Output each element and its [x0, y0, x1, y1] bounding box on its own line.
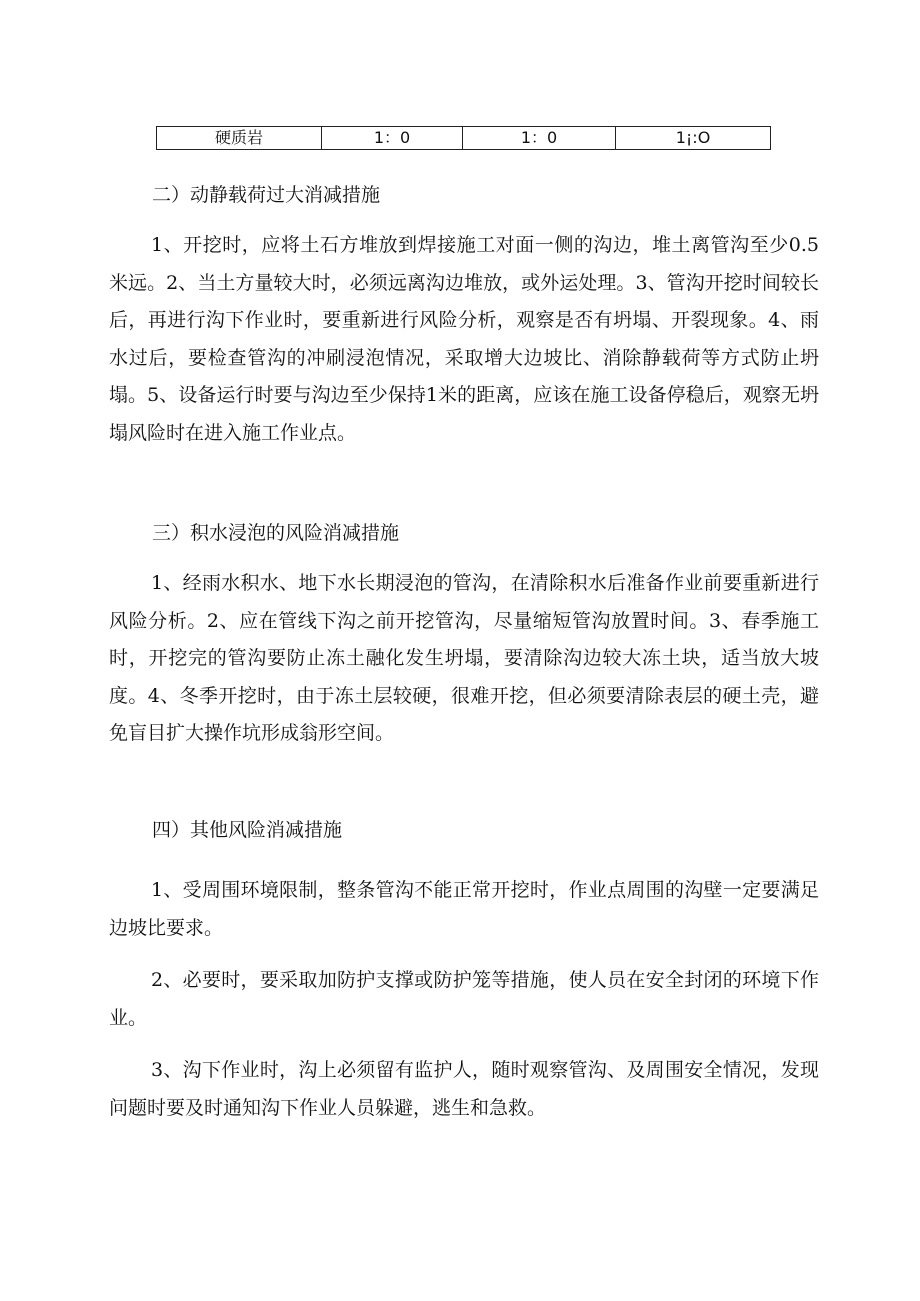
slope-ratio-table	[156, 126, 771, 150]
table-cell-ratio-1: 1：0	[322, 127, 463, 150]
paragraph-other-risks-2: 2、必要时，要采取加防护支撑或防护笼等措施，使人员在安全封闭的环境下作业。	[109, 969, 819, 1029]
table-cell-ratio-2: 1：0	[463, 127, 616, 150]
section-heading-dynamic-static-load: 二）动静载荷过大消减措施	[152, 184, 381, 206]
section-heading-other-risks: 四）其他风险消减措施	[152, 819, 343, 841]
paragraph-other-risks-1: 1、受周围环境限制，整条管沟不能正常开挖时，作业点周围的沟壁一定要满足边坡比要求。	[109, 879, 819, 939]
section-heading-waterlogging: 三）积水浸泡的风险消减措施	[152, 522, 400, 544]
paragraph-dynamic-static-load: 1、开挖时，应将土石方堆放到焊接施工对面一侧的沟边，堆土离管沟至少0.5米远。2、当土方量较大时，必须远离沟边堆放，或外运处理。3、管沟开挖时间较长后，再进行沟下作业时，要重新进行风险分析，观察是否有坍塌、开裂现象。4、雨水过后，要检查管沟的冲刷浸泡情况，采取增大边坡比、消除静载荷等方式防止坍塌。5、设备运行时要与沟边至少保持1米的距离，应该在施工设备停稳后，观察无坍塌风险时在进入施工作业点。	[109, 234, 819, 444]
table-cell-ratio-3: 1¡:O	[616, 127, 771, 150]
table-row	[157, 127, 771, 150]
paragraph-other-risks-3: 3、沟下作业时，沟上必须留有监护人，随时观察管沟、及周围安全情况，发现问题时要及时通知沟下作业人员躲避，逃生和急救。	[109, 1059, 819, 1119]
paragraph-waterlogging: 1、经雨水积水、地下水长期浸泡的管沟，在清除积水后准备作业前要重新进行风险分析。2、应在管线下沟之前开挖管沟，尽量缩短管沟放置时间。3、春季施工时，开挖完的管沟要防止冻土融化发生坍塌，要清除沟边较大冻土块，适当放大坡度。4、冬季开挖时，由于冻土层较硬，很难开挖，但必须要清除表层的硬土壳，避免盲目扩大操作坑形成翁形空间。	[109, 572, 819, 745]
table-cell-rock-type: 硬质岩	[157, 127, 322, 150]
